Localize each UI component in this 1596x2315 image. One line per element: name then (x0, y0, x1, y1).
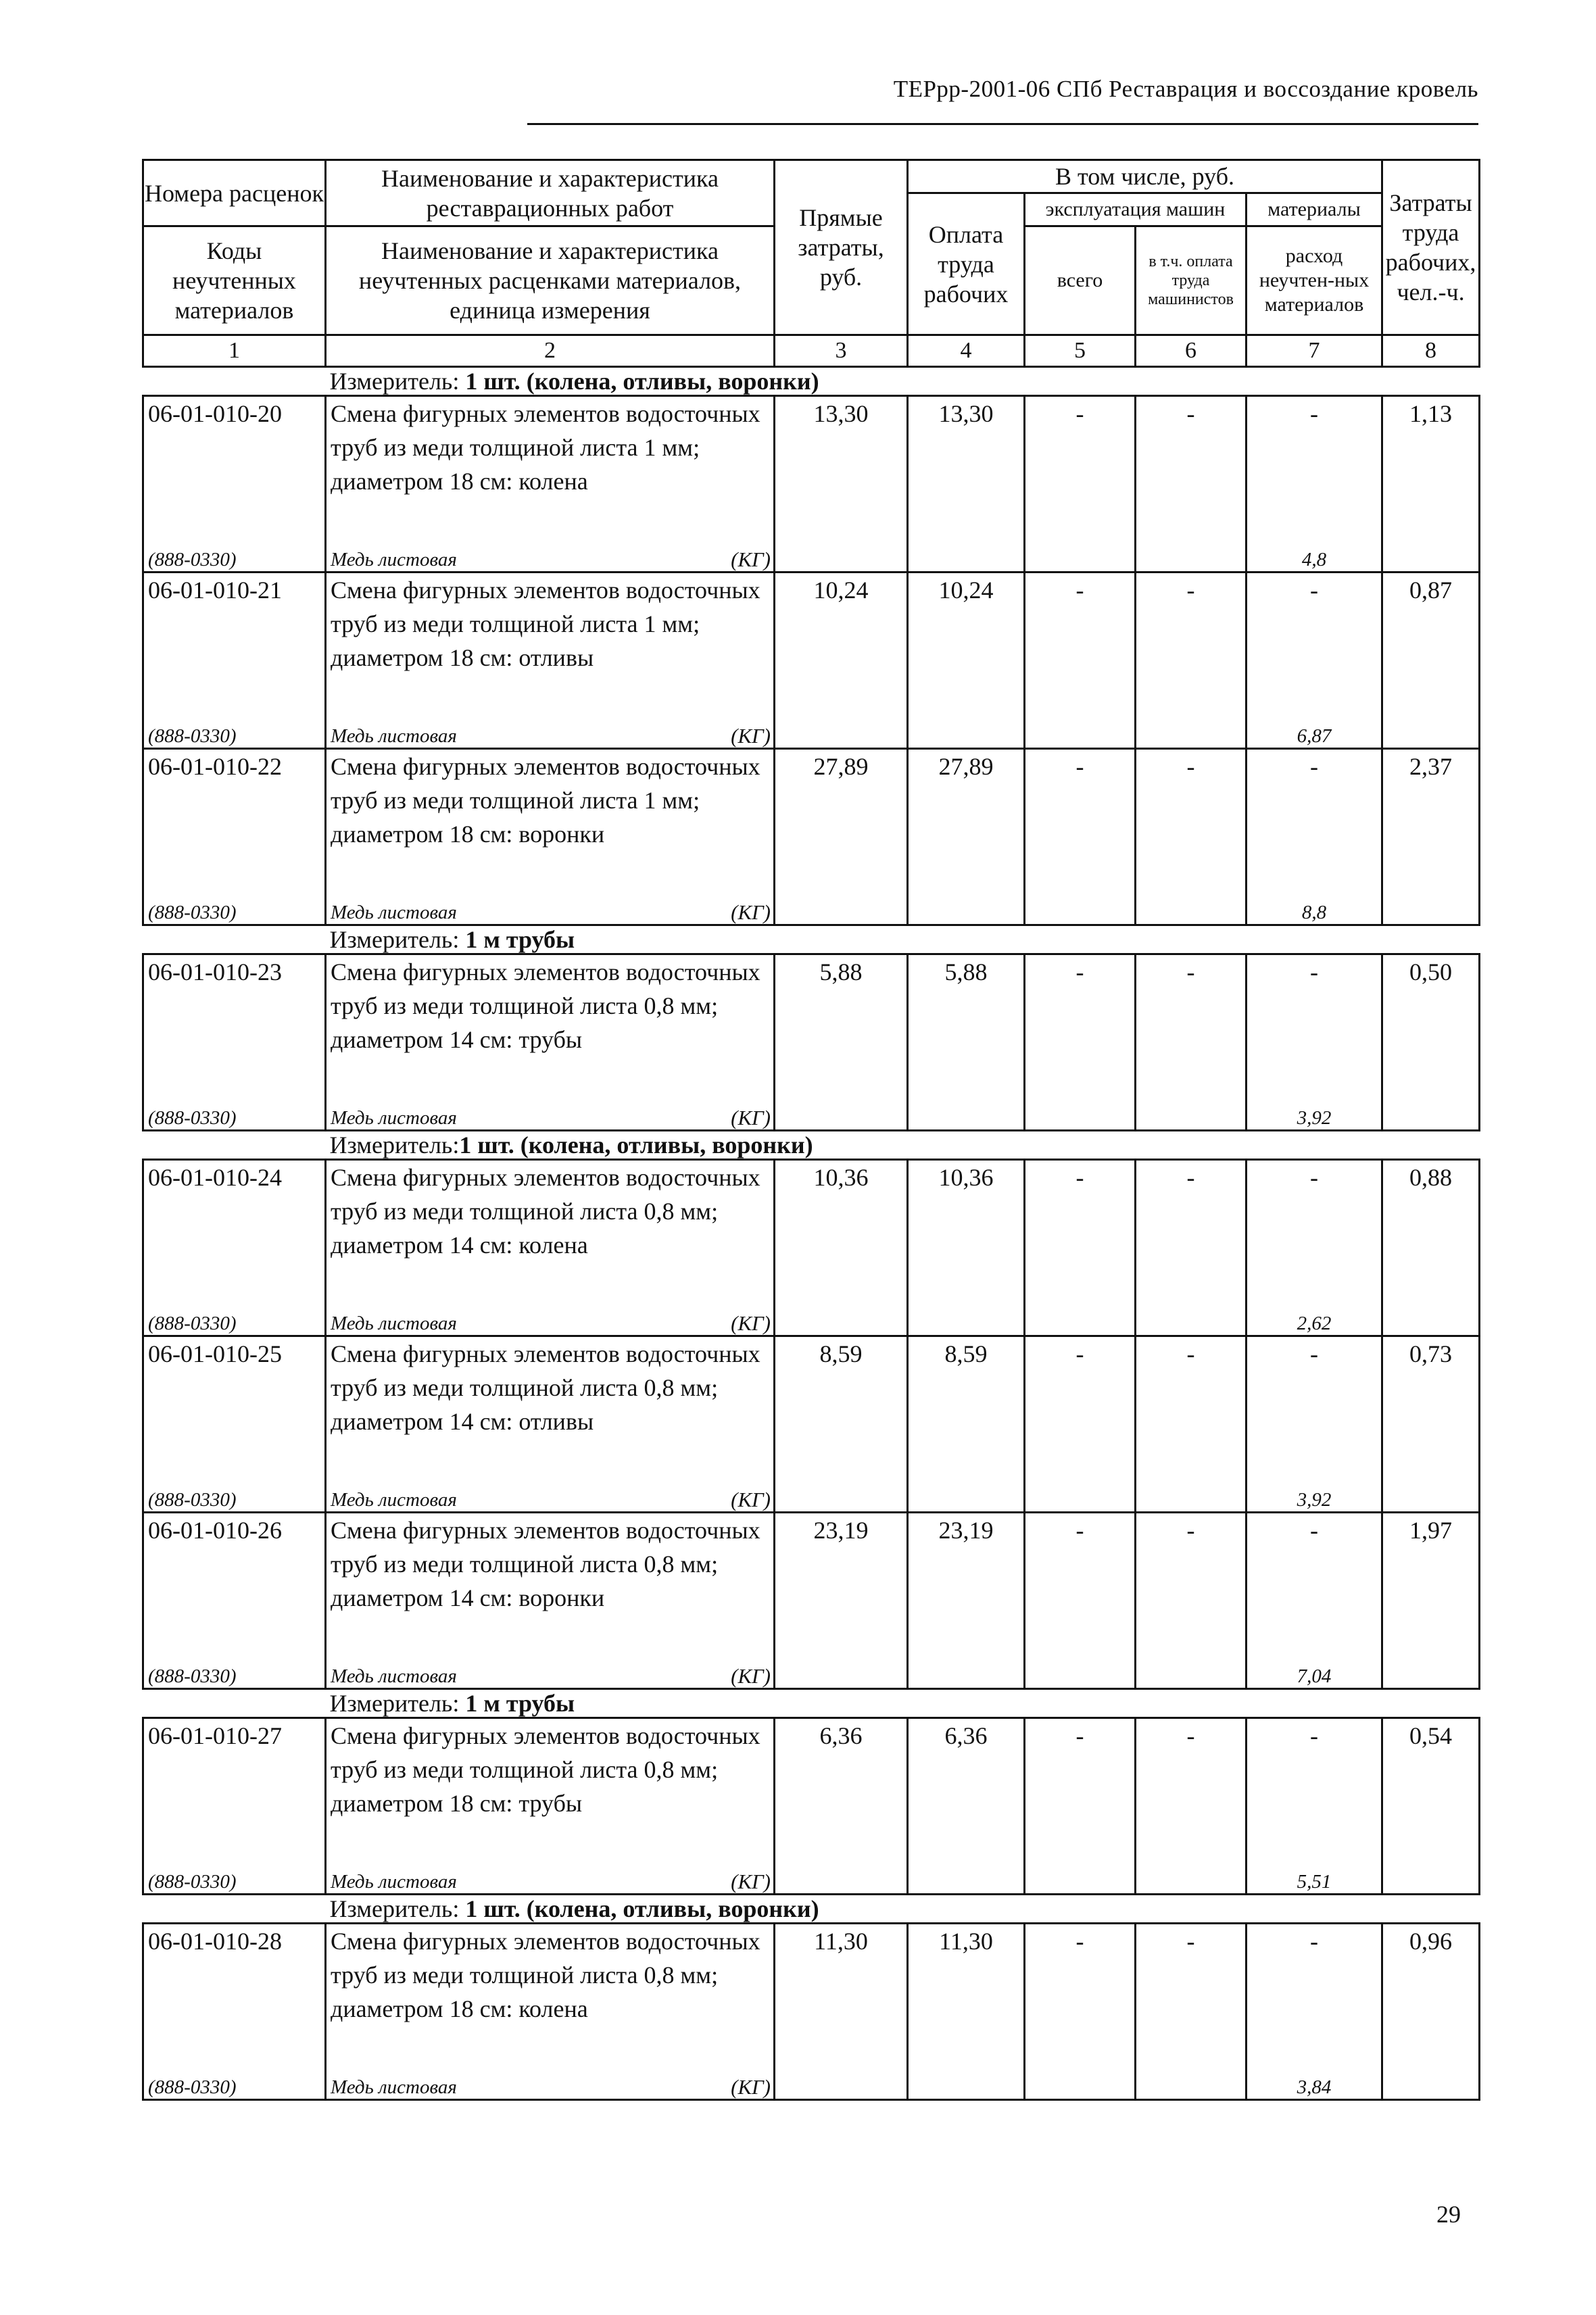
header-col7: расход неучтен-ных материалов (1247, 226, 1382, 335)
machines-labor: - (1136, 1924, 1247, 2060)
labor-cost: 13,30 (908, 396, 1025, 533)
measure-row (143, 367, 1480, 396)
material-name: Медь листовая (331, 2076, 457, 2098)
table-row (143, 1160, 1480, 1296)
empty-cell (908, 1649, 1025, 1689)
material-name: Медь листовая (331, 1489, 457, 1511)
material-row (143, 532, 1480, 572)
materials-cost: - (1247, 1718, 1382, 1855)
labor-cost: 8,59 (908, 1336, 1025, 1473)
header-col3: Прямые затраты, руб. (775, 160, 908, 335)
rate-code: 06-01-010-26 (143, 1513, 326, 1649)
labor-cost: 5,88 (908, 954, 1025, 1091)
measure-row (143, 1689, 1480, 1718)
material-unit: (КГ) (731, 547, 771, 571)
material-name-cell (326, 1090, 775, 1131)
empty-cell (1025, 885, 1136, 925)
machines-labor: - (1136, 749, 1247, 885)
labor-cost: 10,24 (908, 572, 1025, 709)
empty-cell (1382, 1854, 1480, 1895)
material-row (143, 1090, 1480, 1131)
material-row (143, 1296, 1480, 1336)
rate-name: Смена фигурных элементов водосточных труб из меди толщиной листа 1 мм; диаметром 18 см: воронки (326, 749, 775, 885)
empty-cell (1382, 532, 1480, 572)
direct-cost: 10,24 (775, 572, 908, 709)
labor-cost: 6,36 (908, 1718, 1025, 1855)
materials-cost: - (1247, 1924, 1382, 2060)
column-number: 3 (775, 335, 908, 367)
empty-cell (775, 1649, 908, 1689)
column-number: 7 (1247, 335, 1382, 367)
material-name-cell (326, 1296, 775, 1336)
material-name-cell (326, 2060, 775, 2100)
machines-labor: - (1136, 396, 1247, 533)
rate-code: 06-01-010-24 (143, 1160, 326, 1296)
empty-cell (908, 708, 1025, 749)
machines-total: - (1025, 749, 1136, 885)
measure-spacer (143, 1895, 326, 1924)
price-table (142, 159, 1480, 2101)
measure-spacer (143, 1689, 326, 1718)
rate-code: 06-01-010-22 (143, 749, 326, 885)
labor-hours: 0,96 (1382, 1924, 1480, 2060)
empty-cell (908, 885, 1025, 925)
material-code: (888-0330) (143, 885, 326, 925)
empty-cell (1382, 708, 1480, 749)
material-quantity: 3,92 (1247, 1472, 1382, 1513)
machines-labor: - (1136, 572, 1247, 709)
header-col8: Затраты труда рабочих, чел.-ч. (1382, 160, 1480, 335)
document-title: ТЕРрр-2001-06 СПб Реставрация и воссоздание кровель (893, 76, 1478, 102)
header-col5: всего (1025, 226, 1136, 335)
empty-cell (908, 1090, 1025, 1131)
material-row (143, 1649, 1480, 1689)
header-group: В том числе, руб. (908, 160, 1382, 193)
labor-hours: 0,87 (1382, 572, 1480, 709)
empty-cell (1025, 1472, 1136, 1513)
table-row (143, 396, 1480, 533)
empty-cell (1025, 1649, 1136, 1689)
measure-label: Измеритель: 1 м трубы (326, 925, 1480, 954)
rate-code: 06-01-010-21 (143, 572, 326, 709)
table-row (143, 954, 1480, 1091)
machines-labor: - (1136, 1336, 1247, 1473)
header-col1-top: Номера расценок (143, 160, 326, 226)
table-row (143, 1924, 1480, 2060)
empty-cell (1025, 1090, 1136, 1131)
column-numbers-row (143, 335, 1480, 367)
column-number: 2 (326, 335, 775, 367)
labor-cost: 11,30 (908, 1924, 1025, 2060)
materials-cost: - (1247, 749, 1382, 885)
material-name-cell (326, 1649, 775, 1689)
rate-name: Смена фигурных элементов водосточных труб из меди толщиной листа 0,8 мм; диаметром 14 см: трубы (326, 954, 775, 1091)
labor-hours: 0,54 (1382, 1718, 1480, 1855)
header-col4: Оплата труда рабочих (908, 193, 1025, 335)
material-code: (888-0330) (143, 1854, 326, 1895)
empty-cell (908, 532, 1025, 572)
header-col2-top: Наименование и характеристика реставрационных работ (326, 160, 775, 226)
labor-hours: 1,13 (1382, 396, 1480, 533)
material-name: Медь листовая (331, 1107, 457, 1129)
measure-row (143, 925, 1480, 954)
empty-cell (908, 1296, 1025, 1336)
materials-cost: - (1247, 396, 1382, 533)
direct-cost: 10,36 (775, 1160, 908, 1296)
machines-total: - (1025, 1513, 1136, 1649)
measure-row (143, 1131, 1480, 1160)
table-row (143, 749, 1480, 885)
empty-cell (908, 1472, 1025, 1513)
machines-total: - (1025, 1924, 1136, 2060)
material-unit: (КГ) (731, 1664, 771, 1688)
empty-cell (1136, 708, 1247, 749)
machines-labor: - (1136, 954, 1247, 1091)
empty-cell (1382, 1296, 1480, 1336)
direct-cost: 5,88 (775, 954, 908, 1091)
empty-cell (1025, 708, 1136, 749)
material-quantity: 4,8 (1247, 532, 1382, 572)
direct-cost: 11,30 (775, 1924, 908, 2060)
material-name-cell (326, 1854, 775, 1895)
material-unit: (КГ) (731, 724, 771, 748)
rate-name: Смена фигурных элементов водосточных труб из меди толщиной листа 1 мм; диаметром 18 см: колена (326, 396, 775, 533)
material-code: (888-0330) (143, 1090, 326, 1131)
rate-name: Смена фигурных элементов водосточных труб из меди толщиной листа 0,8 мм; диаметром 14 см: воронки (326, 1513, 775, 1649)
empty-cell (775, 1472, 908, 1513)
machines-total: - (1025, 954, 1136, 1091)
column-number: 8 (1382, 335, 1480, 367)
empty-cell (1382, 885, 1480, 925)
rate-code: 06-01-010-25 (143, 1336, 326, 1473)
material-name-cell (326, 708, 775, 749)
header-col1-bottom: Коды неучтенных материалов (143, 226, 326, 335)
machines-labor: - (1136, 1160, 1247, 1296)
material-code: (888-0330) (143, 532, 326, 572)
empty-cell (1136, 1854, 1247, 1895)
material-row (143, 708, 1480, 749)
material-row (143, 2060, 1480, 2100)
material-code: (888-0330) (143, 708, 326, 749)
empty-cell (1382, 1090, 1480, 1131)
material-quantity: 2,62 (1247, 1296, 1382, 1336)
rate-code: 06-01-010-20 (143, 396, 326, 533)
material-row (143, 885, 1480, 925)
material-quantity: 5,51 (1247, 1854, 1382, 1895)
materials-cost: - (1247, 1513, 1382, 1649)
material-row (143, 1854, 1480, 1895)
material-row (143, 1472, 1480, 1513)
labor-hours: 0,88 (1382, 1160, 1480, 1296)
material-unit: (КГ) (731, 1488, 771, 1511)
material-name-cell (326, 1472, 775, 1513)
empty-cell (1382, 1472, 1480, 1513)
empty-cell (1136, 1649, 1247, 1689)
empty-cell (1382, 2060, 1480, 2100)
materials-cost: - (1247, 1160, 1382, 1296)
header-materials: материалы (1247, 193, 1382, 226)
column-number: 1 (143, 335, 326, 367)
empty-cell (775, 1854, 908, 1895)
measure-label: Измеритель:1 шт. (колена, отливы, воронки) (326, 1131, 1480, 1160)
machines-labor: - (1136, 1718, 1247, 1855)
labor-hours: 0,50 (1382, 954, 1480, 1091)
material-code: (888-0330) (143, 1472, 326, 1513)
empty-cell (1136, 1296, 1247, 1336)
machines-total: - (1025, 1718, 1136, 1855)
machines-total: - (1025, 572, 1136, 709)
rate-name: Смена фигурных элементов водосточных труб из меди толщиной листа 0,8 мм; диаметром 14 см: отливы (326, 1336, 775, 1473)
empty-cell (1136, 1090, 1247, 1131)
material-quantity: 8,8 (1247, 885, 1382, 925)
labor-hours: 1,97 (1382, 1513, 1480, 1649)
material-quantity: 6,87 (1247, 708, 1382, 749)
direct-cost: 8,59 (775, 1336, 908, 1473)
empty-cell (775, 1296, 908, 1336)
empty-cell (775, 885, 908, 925)
measure-spacer (143, 925, 326, 954)
material-unit: (КГ) (731, 1311, 771, 1335)
table-row (143, 1513, 1480, 1649)
page-header (527, 76, 1478, 125)
direct-cost: 23,19 (775, 1513, 908, 1649)
table-row (143, 572, 1480, 709)
empty-cell (1025, 1854, 1136, 1895)
empty-cell (775, 2060, 908, 2100)
material-code: (888-0330) (143, 1649, 326, 1689)
rate-name: Смена фигурных элементов водосточных труб из меди толщиной листа 0,8 мм; диаметром 14 см: колена (326, 1160, 775, 1296)
column-number: 4 (908, 335, 1025, 367)
material-name: Медь листовая (331, 549, 457, 570)
measure-row (143, 1895, 1480, 1924)
measure-label: Измеритель: 1 шт. (колена, отливы, воронки) (326, 367, 1480, 396)
material-name-cell (326, 885, 775, 925)
direct-cost: 6,36 (775, 1718, 908, 1855)
empty-cell (1025, 532, 1136, 572)
material-unit: (КГ) (731, 1106, 771, 1129)
rate-name: Смена фигурных элементов водосточных труб из меди толщиной листа 0,8 мм; диаметром 18 см: трубы (326, 1718, 775, 1855)
page-number: 29 (1436, 2201, 1461, 2228)
material-quantity: 3,84 (1247, 2060, 1382, 2100)
material-name: Медь листовая (331, 1871, 457, 1893)
material-unit: (КГ) (731, 2075, 771, 2099)
column-number: 6 (1136, 335, 1247, 367)
empty-cell (908, 1854, 1025, 1895)
rate-name: Смена фигурных элементов водосточных труб из меди толщиной листа 1 мм; диаметром 18 см: отливы (326, 572, 775, 709)
labor-cost: 10,36 (908, 1160, 1025, 1296)
labor-hours: 0,73 (1382, 1336, 1480, 1473)
labor-cost: 27,89 (908, 749, 1025, 885)
rate-code: 06-01-010-27 (143, 1718, 326, 1855)
material-code: (888-0330) (143, 1296, 326, 1336)
empty-cell (1136, 885, 1247, 925)
material-name: Медь листовая (331, 1313, 457, 1334)
material-name: Медь листовая (331, 902, 457, 923)
machines-total: - (1025, 1336, 1136, 1473)
rate-name: Смена фигурных элементов водосточных труб из меди толщиной листа 0,8 мм; диаметром 18 см: колена (326, 1924, 775, 2060)
table-row (143, 1718, 1480, 1855)
measure-spacer (143, 1131, 326, 1160)
header-machines: эксплуатация машин (1025, 193, 1247, 226)
header-col6: в т.ч. оплата труда машинистов (1136, 226, 1247, 335)
material-unit: (КГ) (731, 900, 771, 924)
machines-labor: - (1136, 1513, 1247, 1649)
labor-hours: 2,37 (1382, 749, 1480, 885)
empty-cell (775, 532, 908, 572)
labor-cost: 23,19 (908, 1513, 1025, 1649)
empty-cell (1382, 1649, 1480, 1689)
measure-label: Измеритель: 1 шт. (колена, отливы, воронки) (326, 1895, 1480, 1924)
empty-cell (775, 708, 908, 749)
direct-cost: 13,30 (775, 396, 908, 533)
rate-code: 06-01-010-23 (143, 954, 326, 1091)
empty-cell (1136, 1472, 1247, 1513)
table-row (143, 1336, 1480, 1473)
material-quantity: 3,92 (1247, 1090, 1382, 1131)
measure-label: Измеритель: 1 м трубы (326, 1689, 1480, 1718)
material-code: (888-0330) (143, 2060, 326, 2100)
materials-cost: - (1247, 572, 1382, 709)
measure-spacer (143, 367, 326, 396)
empty-cell (1025, 1296, 1136, 1336)
machines-total: - (1025, 396, 1136, 533)
material-unit: (КГ) (731, 1870, 771, 1893)
empty-cell (908, 2060, 1025, 2100)
empty-cell (1136, 532, 1247, 572)
material-name: Медь листовая (331, 725, 457, 747)
direct-cost: 27,89 (775, 749, 908, 885)
empty-cell (1025, 2060, 1136, 2100)
machines-total: - (1025, 1160, 1136, 1296)
empty-cell (1136, 2060, 1247, 2100)
material-name-cell (326, 532, 775, 572)
empty-cell (775, 1090, 908, 1131)
rate-code: 06-01-010-28 (143, 1924, 326, 2060)
materials-cost: - (1247, 1336, 1382, 1473)
material-name: Медь листовая (331, 1665, 457, 1687)
materials-cost: - (1247, 954, 1382, 1091)
material-quantity: 7,04 (1247, 1649, 1382, 1689)
header-col2-bottom: Наименование и характеристика неучтенных расценками материалов, единица измерения (326, 226, 775, 335)
column-number: 5 (1025, 335, 1136, 367)
